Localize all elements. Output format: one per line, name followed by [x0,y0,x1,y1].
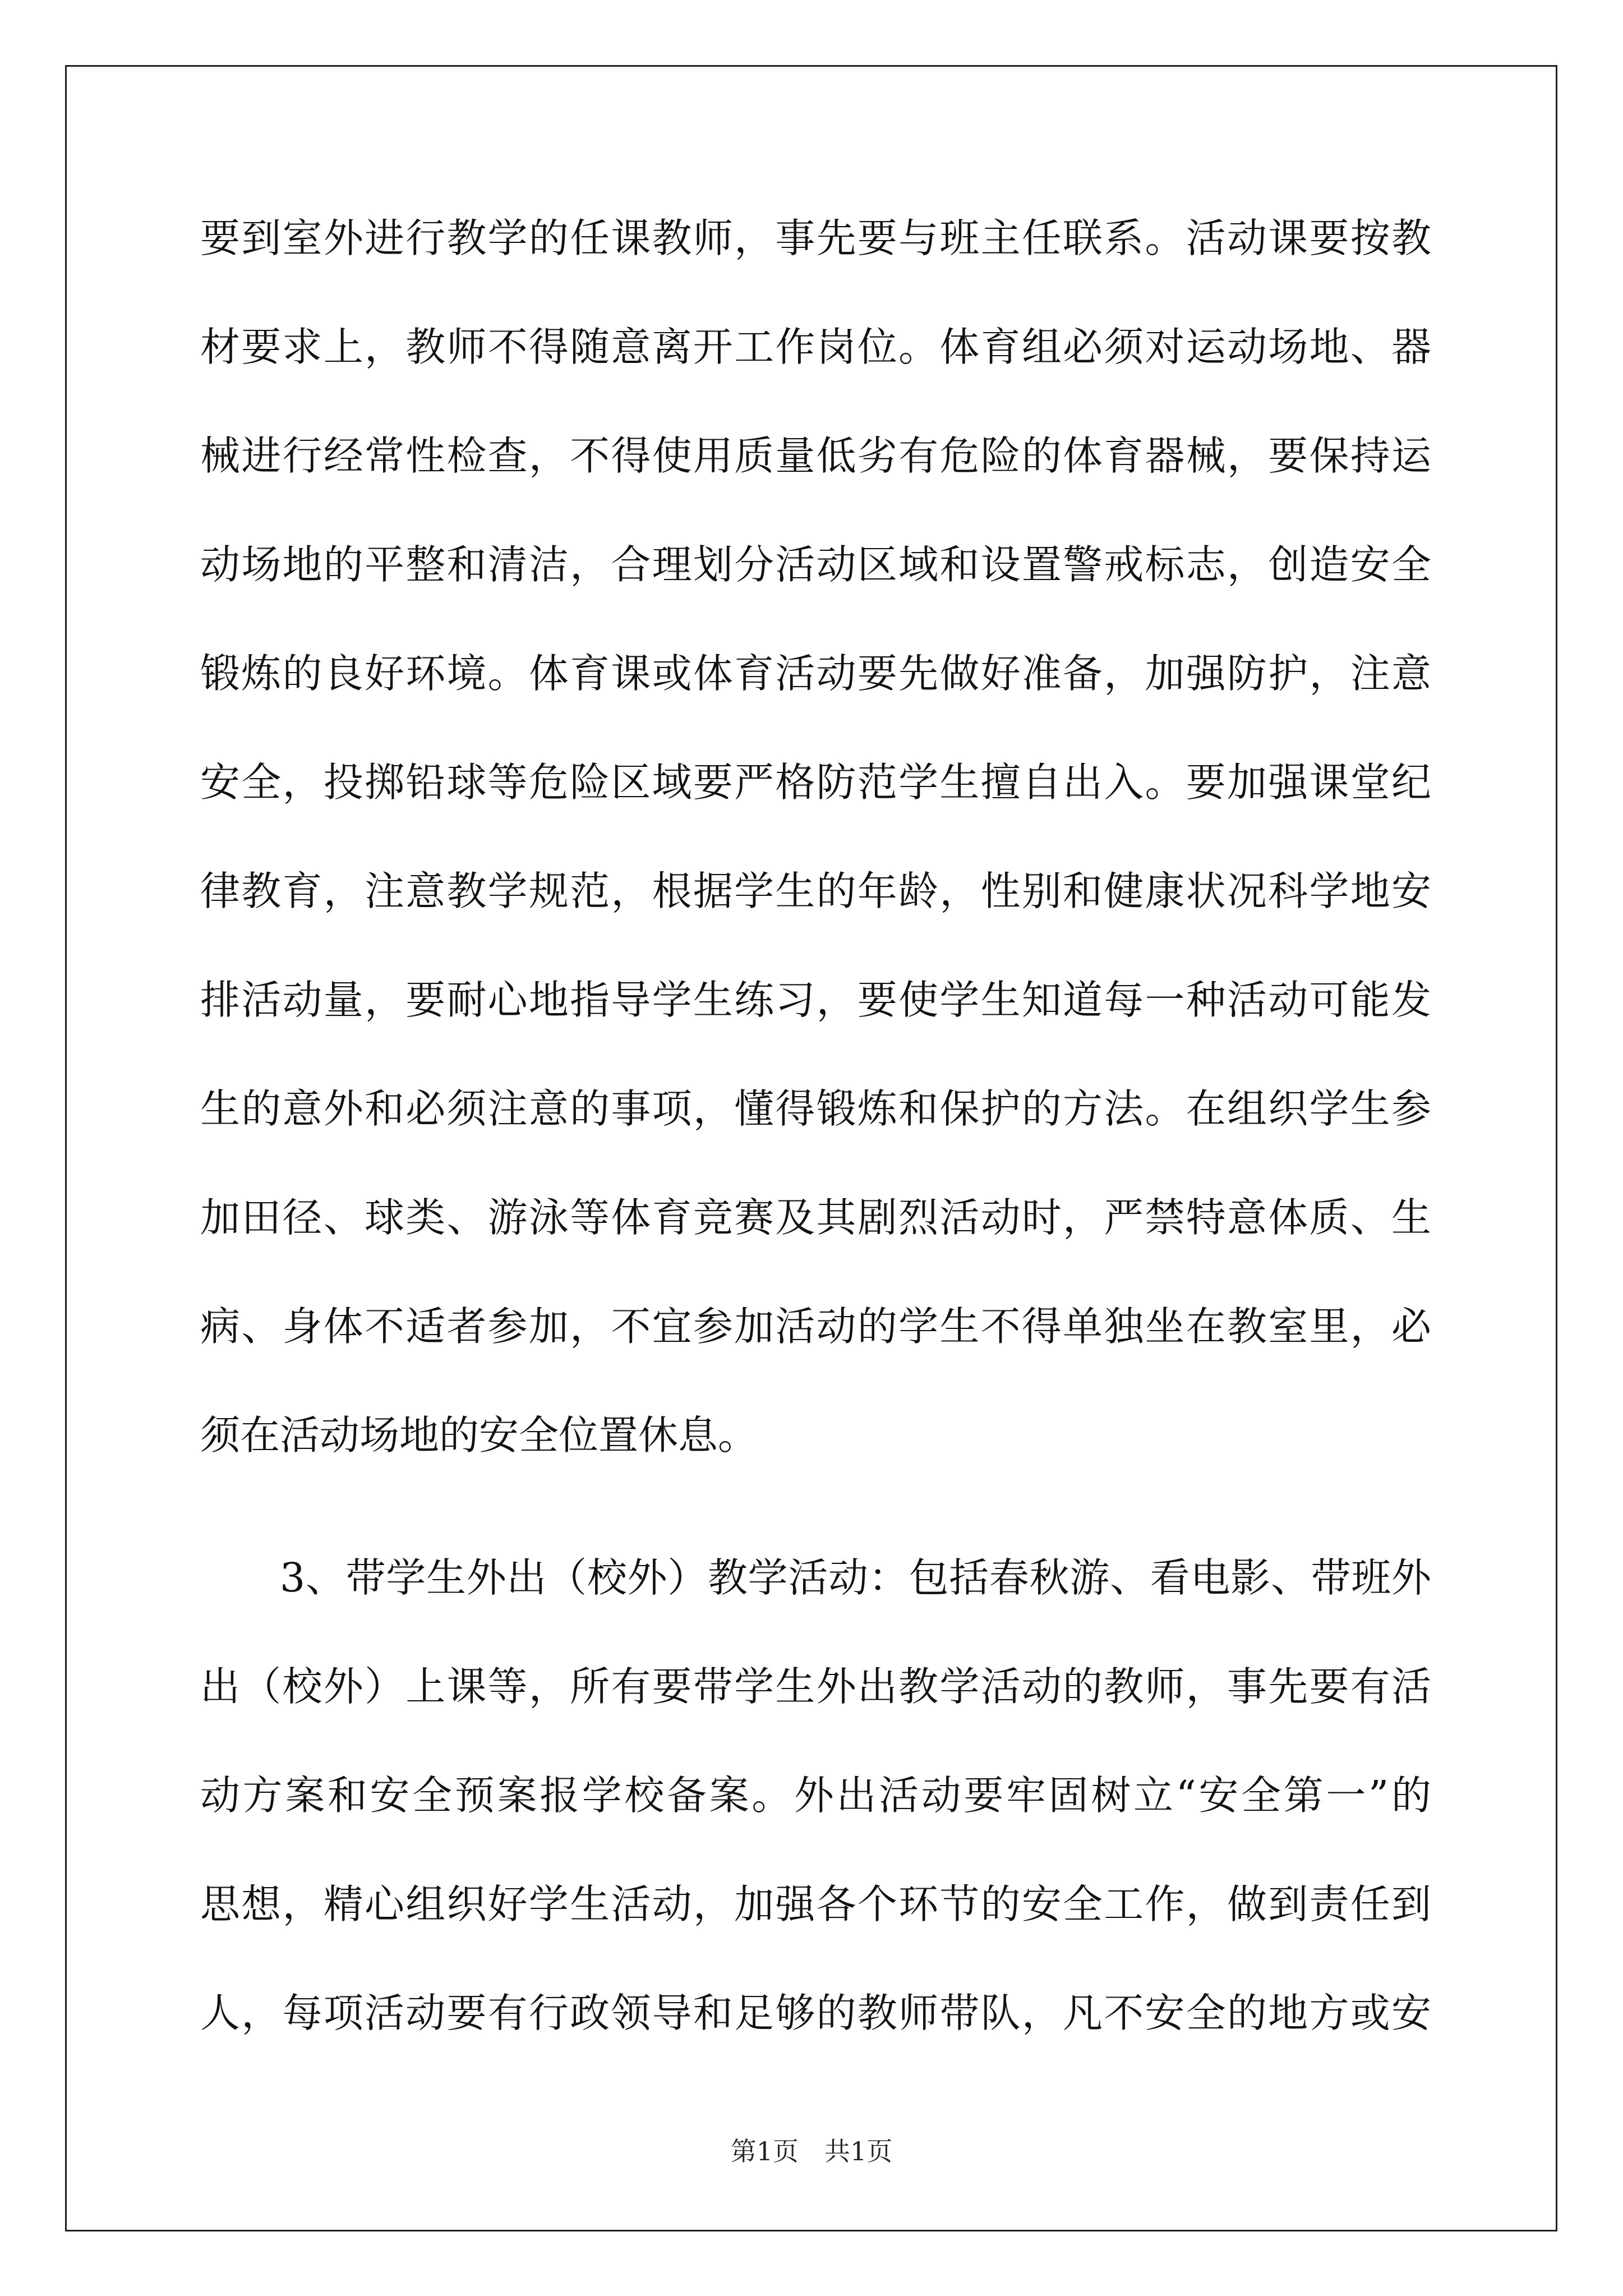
paragraph-line: 械进行经常性检查，不得使用质量低劣有危险的体育器械，要保持运 [200,432,1431,479]
paragraph-line: 动场地的平整和清洁，合理划分活动区域和设置警戒标志，创造安全 [200,541,1431,588]
paragraph-1 [200,210,1431,1516]
paragraph-line: 安全，投掷铅球等危险区域要严格防范学生擅自出入。要加强课堂纪 [200,759,1431,806]
document-body [200,210,1431,2094]
paragraph-line: 律教育，注意教学规范，根据学生的年龄，性别和健康状况科学地安 [200,868,1431,914]
paragraph-line: 须在活动场地的安全位置休息。 [200,1412,758,1458]
paragraph-line: 人，每项活动要有行政领导和足够的教师带队，凡不安全的地方或安 [200,1990,1431,2036]
paragraph-line: 3、带学生外出（校外）教学活动：包括春秋游、看电影、带班外 [280,1554,1431,1601]
paragraph-line: 要到室外进行教学的任课教师，事先要与班主任联系。活动课要按教 [200,215,1431,261]
paragraph-line: 生的意外和必须注意的事项，懂得锻炼和保护的方法。在组织学生参 [200,1085,1431,1132]
paragraph-line: 思想，精心组织好学生活动，加强各个环节的安全工作，做到责任到 [200,1881,1431,1927]
paragraph-line: 排活动量，要耐心地指导学生练习，要使学生知道每一种活动可能发 [200,977,1431,1023]
page-total: 共1页 [824,2136,893,2166]
page-number: 第1页 [730,2136,799,2166]
paragraph-line: 加田径、球类、游泳等体育竞赛及其剧烈活动时，严禁特意体质、生 [200,1194,1431,1241]
page-footer [0,2134,1623,2168]
paragraph-2 [200,1550,1431,2094]
paragraph-line: 动方案和安全预案报学校备案。外出活动要牢固树立“安全第一”的 [200,1772,1431,1819]
paragraph-line: 材要求上，教师不得随意离开工作岗位。体育组必须对运动场地、器 [200,324,1431,370]
paragraph-line: 锻炼的良好环境。体育课或体育活动要先做好准备，加强防护，注意 [200,650,1431,697]
paragraph-line: 出（校外）上课等，所有要带学生外出教学活动的教师，事先要有活 [200,1663,1431,1710]
paragraph-gap [200,1516,1431,1550]
paragraph-line: 病、身体不适者参加，不宜参加活动的学生不得单独坐在教室里，必 [200,1303,1431,1350]
